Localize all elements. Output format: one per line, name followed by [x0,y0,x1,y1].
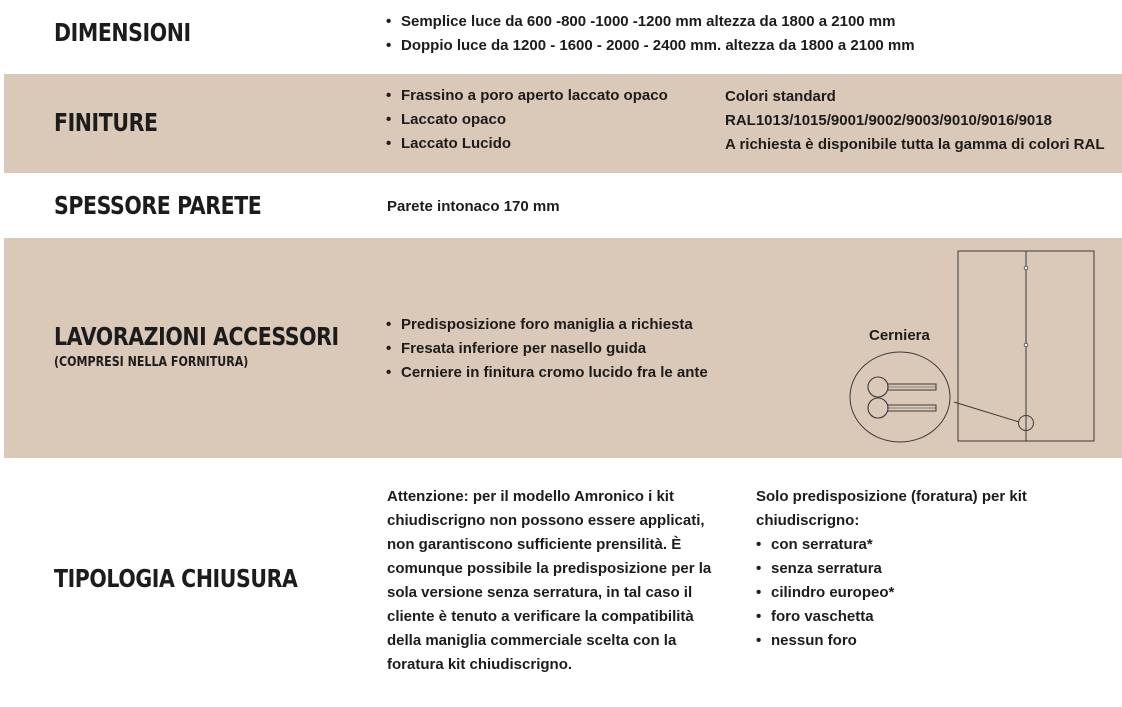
note-line: chiudiscrigno non possono essere applicati, [387,512,705,529]
colori-note: A richiesta è disponibile tutta la gamma di colori RAL [725,136,1105,153]
note-line: sola versione senza serratura, in tal caso il [387,584,693,601]
tipologia-options [756,485,1027,653]
list-item: • nessun foro [756,629,1027,653]
options-intro-line: Solo predisposizione (foratura) per kit [756,488,1027,505]
list-item: • foro vaschetta [756,605,1027,629]
note-line: della maniglia commerciale scelta con la [387,632,677,649]
list-item: • senza serratura [756,557,1027,581]
lavorazioni-heading: LAVORAZIONI ACCESSORI [54,322,339,351]
note-line: non garantiscono sufficiente prensilità. È [387,536,682,553]
list-item: • Frassino a poro aperto laccato opaco [386,84,668,108]
colori-block [725,85,1105,157]
options-intro-line: chiudiscrigno: [756,512,860,529]
lavorazioni-list [386,313,708,385]
diagram-label: Cerniera [869,327,930,344]
colori-title: Colori standard [725,88,836,105]
list-item: • Laccato opaco [386,108,668,132]
finiture-heading: FINITURE [54,108,158,137]
lavorazioni-subheading: (COMPRESI NELLA FORNITURA) [54,355,249,370]
list-item: • con serratura* [756,533,1027,557]
spessore-value: Parete intonaco 170 mm [387,198,560,215]
list-item: • Laccato Lucido [386,132,668,156]
note-line: Attenzione: per il modello Amronico i kit [387,488,674,505]
door-hinge-illustration [846,250,1098,446]
options-list [756,533,1027,653]
list-item: • Semplice luce da 600 -800 -1000 -1200 mm altezza da 1800 a 2100 mm [386,10,915,34]
list-item: • Cerniere in finitura cromo lucido fra le ante [386,361,708,385]
finiture-list [386,84,668,156]
dimensioni-list [386,10,915,58]
list-item: • cilindro europeo* [756,581,1027,605]
note-line: cliente è tenuto a verificare la compatibilità [387,608,694,625]
note-line: foratura kit chiudiscrigno. [387,656,573,673]
spessore-heading: SPESSORE PARETE [54,191,262,220]
tipologia-heading: TIPOLOGIA CHIUSURA [54,564,298,593]
tipologia-note [387,485,711,677]
note-line: comunque possibile la predisposizione per la [387,560,712,577]
dimensioni-heading: DIMENSIONI [54,18,191,47]
list-item: • Predisposizione foro maniglia a richiesta [386,313,708,337]
list-item: • Doppio luce da 1200 - 1600 - 2000 - 2400 mm. altezza da 1800 a 2100 mm [386,34,915,58]
hinge-diagram [846,250,1098,446]
list-item: • Fresata inferiore per nasello guida [386,337,708,361]
colori-codes: RAL1013/1015/9001/9002/9003/9010/9016/9018 [725,112,1052,129]
